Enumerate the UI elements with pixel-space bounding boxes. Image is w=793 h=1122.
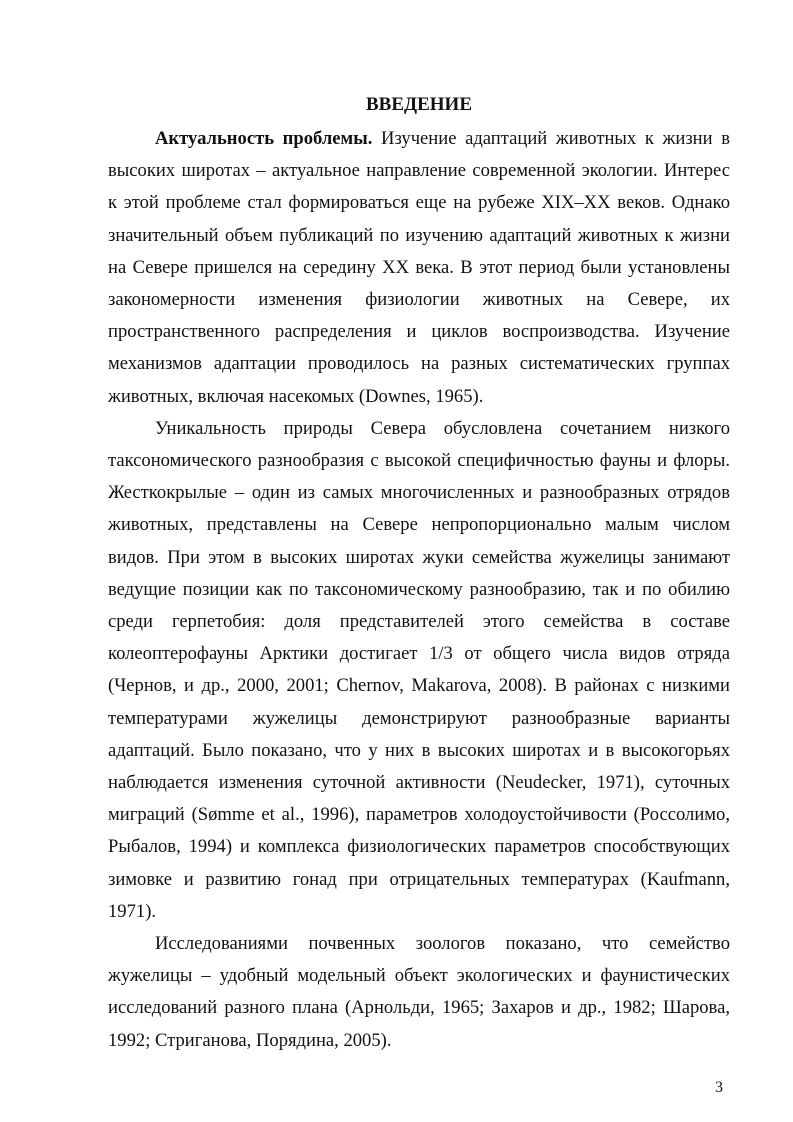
paragraph-uniqueness: Уникальность природы Севера обусловлена сочетанием низкого таксономического разнообразия с высокой специфичностью фауны и флоры. Жесткокрылые – один из самых многочисленных и разнообразных отрядов животных, представлены на Севере непропорционально малым числом видов. При этом в высоких широтах жуки семейства жужелицы занимают ведущие позиции как по таксономическому разнообразию, так и по обилию среди герпетобия: доля представителей этого семейства в составе колеоптерофауны Арктики достигает 1/3 от общего числа видов отряда (Чернов, и др., 2000, 2001; Chernov, Makarova, 2008). В районах с низкими температурами жужелицы демонстрируют разнообразные варианты адаптаций. Было показано, что у них в высоких широтах и в высокогорьях наблюдается изменения суточной активности (Neudecker, 1971), суточных миграций (Sømme et al., 1996), параметров холодоустойчивости (Россолимо, Рыбалов, 1994) и комплекса физиологических параметров способствующих зимовке и развитию гонад при отрицательных температурах (Kaufmann, 1971). [108, 417, 730, 922]
paragraph-relevance [108, 123, 730, 413]
paragraph-text: Изучение адаптаций животных к жизни в высоких широтах – актуальное направление современной экологии. Интерес к этой проблеме стал формироваться еще на рубеже XIX–XX веков. Однако значительный объем публикаций по изучению адаптаций животных к жизни на Севере пришелся на середину XX века. В этот период были установлены закономерности изменения физиологии животных на Севере, их пространственного распределения и циклов воспроизводства. Изучение механизмов адаптации проводилось на разных систематических группах животных, включая насекомых (Downes, 1965). [108, 128, 730, 407]
paragraph-research: Исследованиями почвенных зоологов показано, что семейство жужелицы – удобный модельный объект экологических и фаунистических исследований разного плана (Арнольди, 1965; Захаров и др., 1982; Шарова, 1992; Стриганова, Порядина, 2005). [108, 933, 730, 1051]
paragraph-lead: Актуальность проблемы. [155, 128, 373, 149]
page-title: ВВЕДЕНИЕ [366, 94, 472, 115]
page-number: 3 [715, 1079, 723, 1096]
body-text [108, 123, 730, 1057]
